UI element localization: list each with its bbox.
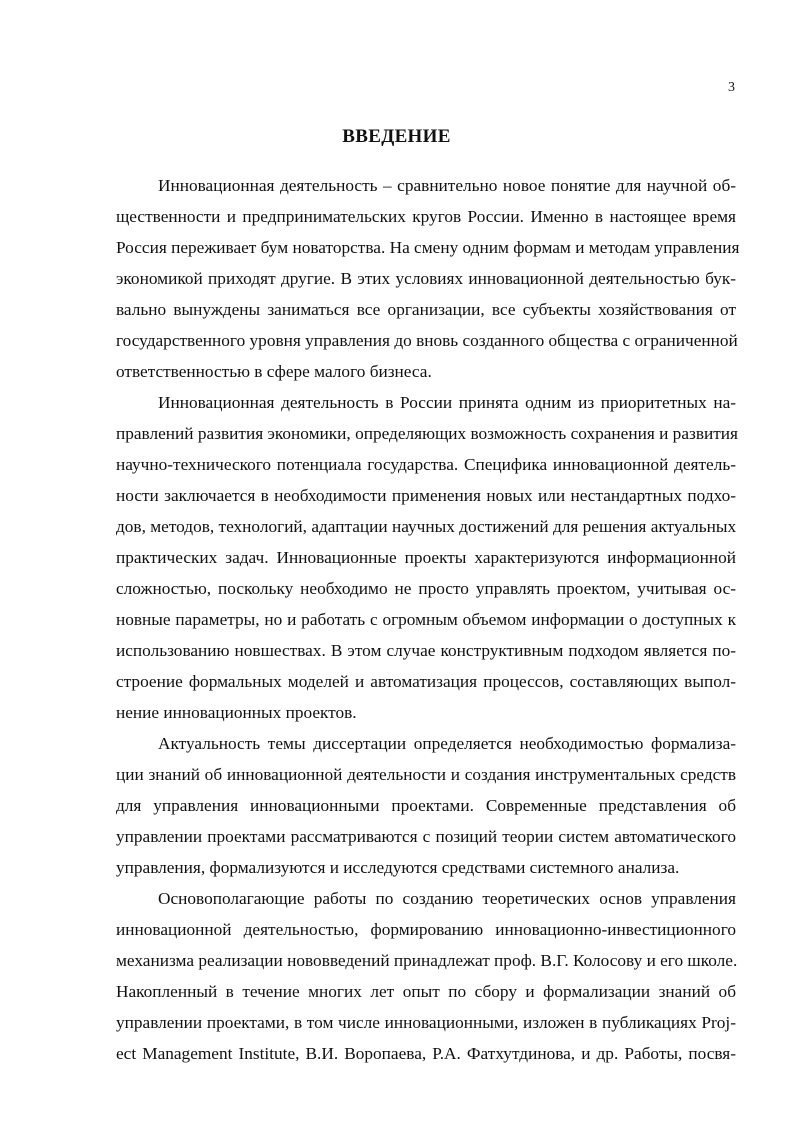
text-line: управления, формализуются и исследуются средствами системного анализа. (116, 858, 680, 877)
text-line: для управления инновационными проектами. Современные представления об (116, 796, 736, 815)
page-title: ВВЕДЕНИЕ (342, 126, 451, 147)
document-body (116, 170, 740, 1069)
text-line: Инновационная деятельность – сравнительно новое понятие для научной об- (158, 176, 736, 195)
text-line: экономикой приходят другие. В этих условиях инновационной деятельностью бук- (116, 269, 736, 288)
text-line: ции знаний об инновационной деятельности и создания инструментальных средств (116, 765, 736, 784)
text-line: нение инновационных проектов. (116, 703, 357, 722)
text-line: ect Management Institute, В.И. Воропаева, Р.А. Фатхутдинова, и др. Работы, посвя- (116, 1044, 736, 1063)
text-line: государственного уровня управления до вновь созданного общества с ограниченной (116, 331, 738, 350)
text-line: механизма реализации нововведений принадлежат проф. В.Г. Колосову и его школе. (116, 951, 738, 970)
text-line: ности заключается в необходимости применения новых или нестандартных подхо- (116, 486, 736, 505)
text-line: инновационной деятельностью, формированию инновационно-инвестиционного (116, 920, 736, 939)
text-line: управлении проектами, в том числе инновационными, изложен в публикациях Proj- (116, 1013, 736, 1032)
paragraph (116, 883, 736, 1069)
paragraph (116, 387, 736, 728)
text-line: правлений развития экономики, определяющих возможность сохранения и развития (116, 424, 738, 443)
text-line: использованию новшествах. В этом случае конструктивным подходом является по- (116, 641, 736, 660)
page-number: 3 (728, 80, 735, 95)
text-line: научно-технического потенциала государства. Специфика инновационной деятель- (116, 455, 736, 474)
text-line: Актуальность темы диссертации определяется необходимостью формализа- (158, 734, 736, 753)
text-line: дов, методов, технологий, адаптации научных достижений для решения актуальных (116, 517, 737, 536)
paragraph (116, 728, 736, 883)
text-line: щественности и предпринимательских кругов России. Именно в настоящее время (116, 207, 736, 226)
text-line: строение формальных моделей и автоматизация процессов, составляющих выпол- (116, 672, 736, 691)
text-line: Основополагающие работы по созданию теоретических основ управления (158, 889, 736, 908)
text-line: ответственностью в сфере малого бизнеса. (116, 362, 432, 381)
text-line: практических задач. Инновационные проекты характеризуются информационной (116, 548, 736, 567)
text-line: новные параметры, но и работать с огромным объемом информации о доступных к (116, 610, 736, 629)
text-line: сложностью, поскольку необходимо не просто управлять проектом, учитывая ос- (116, 579, 736, 598)
paragraph (116, 170, 740, 387)
text-line: Россия переживает бум новаторства. На смену одним формам и методам управления (116, 238, 740, 257)
text-line: управлении проектами рассматриваются с позиций теории систем автоматического (116, 827, 736, 846)
text-line: Инновационная деятельность в России принята одним из приоритетных на- (158, 393, 736, 412)
text-line: Накопленный в течение многих лет опыт по сбору и формализации знаний об (116, 982, 736, 1001)
text-line: вально вынуждены заниматься все организации, все субъекты хозяйствования от (116, 300, 736, 319)
